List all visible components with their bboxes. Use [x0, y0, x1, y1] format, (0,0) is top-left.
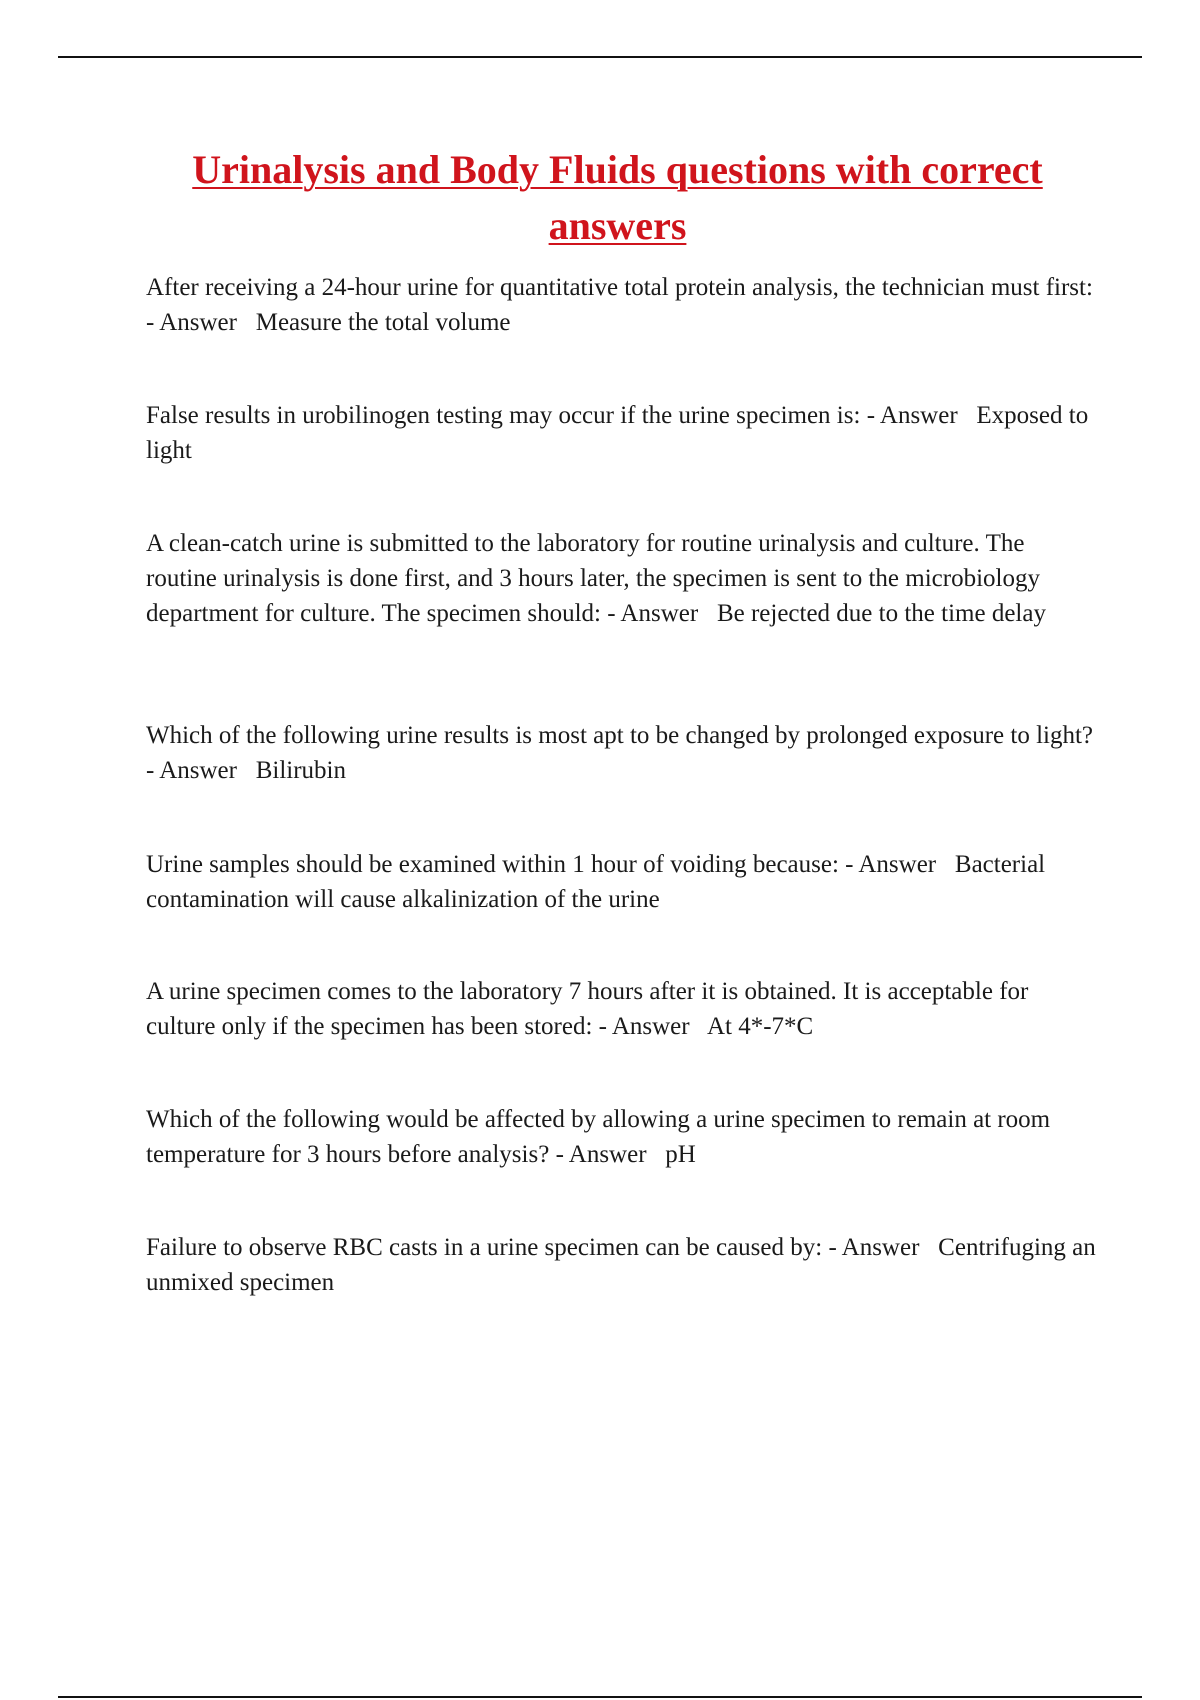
answer-text: Be rejected due to the time delay [716, 600, 1046, 627]
answer-text: At 4*-7*C [706, 1013, 814, 1040]
question-text: Urine samples should be examined within 1 hour of voiding because: [146, 851, 839, 878]
question-text: Which of the following urine results is most apt to be changed by prolonged exposure to light? [146, 722, 1094, 749]
question-text: A clean-catch urine is submitted to the laboratory for routine urinalysis and culture. The routine urinalysis is done first, and 3 hours later, the specimen is sent to the microbiology department for culture. The specimen should: [146, 530, 1047, 627]
question-text: A urine specimen comes to the laboratory 7 hours after it is obtained. It is acceptable for culture only if the specimen has been stored: [146, 978, 1035, 1040]
answer-separator: - Answer [598, 1013, 690, 1040]
answer-separator: - Answer [828, 1234, 920, 1261]
answer-separator: - Answer [866, 402, 958, 429]
qa-item-4 [146, 718, 1096, 788]
qa-item-6 [146, 974, 1096, 1044]
answer-text: Bilirubin [255, 757, 347, 784]
answer-text: pH [665, 1141, 696, 1168]
answer-text: Measure the total volume [255, 309, 511, 336]
answer-text: Bacterial contamination will cause alkalinization of the urine [146, 851, 1052, 913]
top-divider [58, 56, 1142, 58]
answer-separator: - Answer [555, 1141, 647, 1168]
answer-text: Exposed to light [146, 402, 1095, 464]
question-text: False results in urobilinogen testing may occur if the urine specimen is: [146, 402, 861, 429]
page-title: Urinalysis and Body Fluids questions with correct answers [192, 147, 1043, 248]
qa-item-2 [146, 398, 1096, 468]
qa-item-1 [146, 270, 1096, 340]
qa-item-8 [146, 1230, 1103, 1300]
answer-separator: - Answer [845, 851, 937, 878]
question-text: After receiving a 24-hour urine for quantitative total protein analysis, the technician must first: [146, 274, 1093, 301]
answer-separator: - Answer [607, 600, 699, 627]
answer-text: Centrifuging an unmixed specimen [146, 1234, 1103, 1296]
qa-item-5 [146, 847, 1096, 917]
qa-item-7 [146, 1102, 1096, 1172]
qa-item-3 [146, 526, 1096, 631]
question-text: Failure to observe RBC casts in a urine specimen can be caused by: [146, 1234, 823, 1261]
answer-separator: - Answer [146, 309, 237, 336]
bottom-divider [58, 1696, 1142, 1698]
question-text: Which of the following would be affected by allowing a urine specimen to remain at room temperature for 3 hours before analysis? [146, 1106, 1057, 1168]
answer-separator: - Answer [146, 757, 237, 784]
